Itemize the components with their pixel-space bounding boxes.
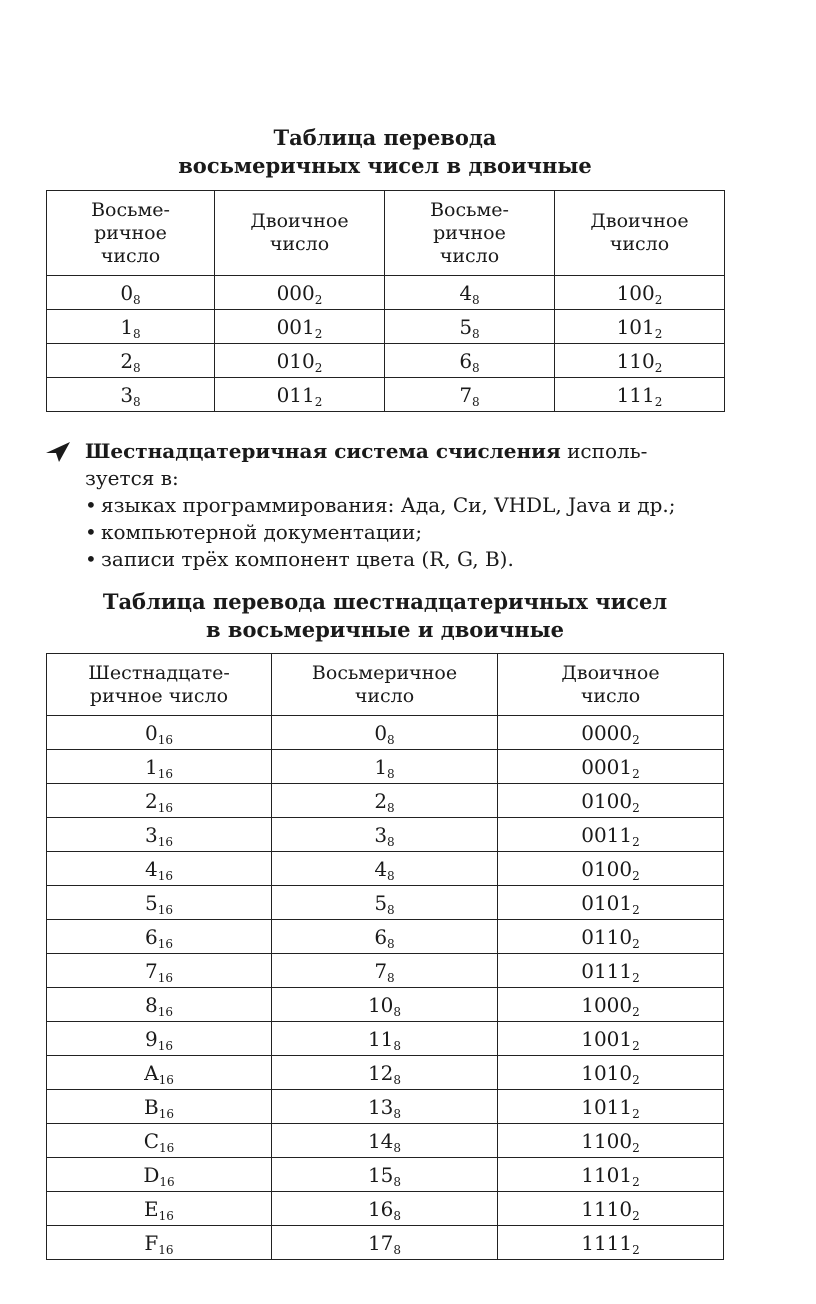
table-cell <box>555 344 725 378</box>
table-row <box>47 1226 724 1260</box>
table-cell <box>272 954 498 988</box>
cell-base: 2 <box>632 1072 640 1087</box>
column-header-line: Двоичное <box>561 661 660 684</box>
table1-title-line2: восьмеричных чисел в двоичные <box>178 153 592 178</box>
pointer-arrow-icon <box>45 441 71 463</box>
table-cell <box>272 1192 498 1226</box>
table-cell <box>555 276 725 310</box>
column-header-line: число <box>580 684 641 707</box>
cell-base: 8 <box>393 1004 402 1019</box>
cell-base: 8 <box>133 326 141 341</box>
cell-base: 2 <box>654 326 663 341</box>
table-cell <box>215 276 385 310</box>
table-cell <box>47 1022 272 1056</box>
cell-value: C <box>143 1128 160 1153</box>
table-cell <box>47 310 215 344</box>
cell-base: 16 <box>157 868 173 883</box>
table-cell <box>498 1124 724 1158</box>
table-row <box>47 276 725 310</box>
cell-base: 2 <box>632 834 640 849</box>
cell-value: 011 <box>276 382 315 407</box>
column-header <box>215 191 385 276</box>
cell-base: 8 <box>472 360 480 375</box>
cell-value: 15 <box>367 1162 394 1187</box>
table-cell <box>215 344 385 378</box>
table-cell <box>47 378 215 412</box>
table-row <box>47 1022 724 1056</box>
table-cell <box>47 1192 272 1226</box>
cell-base: 8 <box>393 1208 402 1223</box>
cell-value: E <box>144 1196 159 1221</box>
column-header-line: число <box>609 233 670 255</box>
table-cell <box>47 1090 272 1124</box>
cell-value: 7 <box>459 382 473 407</box>
cell-value: D <box>143 1162 160 1187</box>
table1-title-line1: Таблица перевода <box>273 125 497 150</box>
table2-title <box>0 588 770 644</box>
cell-value: 2 <box>374 788 388 813</box>
cell-value: 10 <box>367 992 394 1017</box>
column-header-line: Двоичное <box>250 210 349 232</box>
table-cell <box>272 750 498 784</box>
section-line2: зуется в: <box>85 466 179 490</box>
table-cell <box>498 784 724 818</box>
cell-value: 001 <box>276 314 315 339</box>
cell-value: 1000 <box>581 992 633 1017</box>
cell-base: 8 <box>393 1072 402 1087</box>
cell-value: 0111 <box>581 958 633 983</box>
cell-value: 12 <box>367 1060 394 1085</box>
table-cell <box>385 344 555 378</box>
section-lead-rest: исполь- <box>560 439 648 463</box>
table-cell <box>47 784 272 818</box>
column-header-line: число <box>439 244 500 267</box>
table-row <box>47 954 724 988</box>
cell-value: 2 <box>144 788 158 813</box>
table1-title <box>0 124 770 180</box>
cell-base: 2 <box>654 394 663 409</box>
cell-base: 16 <box>157 1004 173 1019</box>
cell-base: 8 <box>387 766 395 781</box>
cell-base: 8 <box>387 800 395 815</box>
column-header <box>555 191 725 276</box>
cell-base: 16 <box>157 834 173 849</box>
cell-base: 16 <box>157 902 173 917</box>
cell-value: 4 <box>459 280 473 305</box>
table-cell <box>47 344 215 378</box>
table-row <box>47 1056 724 1090</box>
cell-value: 7 <box>144 958 158 983</box>
cell-value: 111 <box>616 382 655 407</box>
cell-base: 8 <box>393 1106 402 1121</box>
cell-base: 16 <box>158 1072 174 1087</box>
cell-base: 8 <box>393 1140 402 1155</box>
cell-value: 1011 <box>581 1094 633 1119</box>
cell-value: 9 <box>144 1026 158 1051</box>
cell-base: 2 <box>632 800 640 815</box>
cell-value: 0 <box>144 720 158 745</box>
table2-title-line1: Таблица перевода шестнадцатеричных чисел <box>102 589 668 614</box>
cell-value: 0110 <box>581 924 633 949</box>
cell-base: 8 <box>472 292 480 307</box>
cell-value: B <box>144 1094 159 1119</box>
cell-value: 16 <box>367 1196 394 1221</box>
table-header-row <box>47 654 724 716</box>
table-cell <box>498 1226 724 1260</box>
section-lead-bold: Шестнадцатеричная система счисления <box>85 439 561 463</box>
table-row <box>47 818 724 852</box>
table-cell <box>215 378 385 412</box>
cell-base: 8 <box>393 1038 402 1053</box>
table-cell <box>498 1056 724 1090</box>
table-cell <box>47 886 272 920</box>
table-cell <box>498 818 724 852</box>
table-cell <box>47 954 272 988</box>
table-cell <box>47 920 272 954</box>
bullet-item <box>45 492 745 519</box>
cell-value: 5 <box>459 314 473 339</box>
cell-base: 16 <box>157 800 173 815</box>
table-row <box>47 1192 724 1226</box>
table-cell <box>272 784 498 818</box>
cell-value: 6 <box>374 924 388 949</box>
column-header-line: ричное число <box>89 684 229 707</box>
table-cell <box>47 1158 272 1192</box>
cell-value: 101 <box>616 314 655 339</box>
cell-base: 8 <box>387 834 395 849</box>
cell-value: 1010 <box>581 1060 633 1085</box>
table-cell <box>498 886 724 920</box>
cell-base: 2 <box>632 1174 640 1189</box>
cell-base: 2 <box>632 902 640 917</box>
table-row <box>47 750 724 784</box>
cell-value: 0101 <box>581 890 633 915</box>
cell-base: 16 <box>157 936 173 951</box>
table-cell <box>215 310 385 344</box>
table2-title-line2: в восьмеричные и двоичные <box>205 617 565 642</box>
bullet-item <box>45 546 745 573</box>
column-header-line: число <box>269 233 330 255</box>
table-cell <box>498 1192 724 1226</box>
table-cell <box>272 716 498 750</box>
table-cell <box>272 818 498 852</box>
cell-value: 5 <box>374 890 388 915</box>
bullet-text: записи трёх компонент цвета (R, G, B). <box>101 547 514 571</box>
cell-value: 0011 <box>581 822 633 847</box>
table-cell <box>498 1022 724 1056</box>
table-row <box>47 344 725 378</box>
cell-base: 2 <box>632 1242 640 1257</box>
cell-base: 8 <box>133 394 141 409</box>
table-cell <box>272 886 498 920</box>
table-cell <box>272 1090 498 1124</box>
table-cell <box>47 1226 272 1260</box>
table-row <box>47 852 724 886</box>
table-cell <box>272 1124 498 1158</box>
cell-base: 2 <box>654 292 663 307</box>
table-row <box>47 988 724 1022</box>
cell-value: F <box>144 1230 159 1255</box>
column-header-line: Восьме- <box>430 198 509 221</box>
column-header <box>47 191 215 276</box>
cell-value: 1100 <box>581 1128 633 1153</box>
cell-base: 8 <box>393 1174 402 1189</box>
column-header-line: Двоичное <box>590 210 689 232</box>
bullet-text: компьютерной документации; <box>101 520 423 544</box>
cell-value: 1001 <box>581 1026 633 1051</box>
cell-base: 16 <box>157 1038 173 1053</box>
cell-value: A <box>144 1060 159 1085</box>
table-cell <box>47 276 215 310</box>
column-header-line: ричное <box>433 221 506 244</box>
cell-value: 1111 <box>581 1230 633 1255</box>
cell-value: 5 <box>144 890 158 915</box>
column-header <box>272 654 498 716</box>
table-row <box>47 920 724 954</box>
cell-base: 2 <box>314 360 323 375</box>
cell-value: 1 <box>144 754 158 779</box>
table-cell <box>272 920 498 954</box>
cell-base: 2 <box>632 1140 640 1155</box>
table-cell <box>498 1158 724 1192</box>
cell-base: 2 <box>632 766 640 781</box>
cell-base: 8 <box>472 394 480 409</box>
cell-value: 0001 <box>581 754 633 779</box>
cell-base: 16 <box>159 1174 175 1189</box>
table-cell <box>47 818 272 852</box>
cell-value: 8 <box>144 992 158 1017</box>
cell-base: 8 <box>387 732 395 747</box>
cell-base: 2 <box>632 868 640 883</box>
cell-value: 3 <box>120 382 134 407</box>
cell-value: 0 <box>374 720 388 745</box>
cell-value: 6 <box>144 924 158 949</box>
cell-base: 8 <box>387 868 395 883</box>
column-header-line: ричное <box>94 221 167 244</box>
cell-value: 11 <box>367 1026 394 1051</box>
table-cell <box>47 1056 272 1090</box>
column-header-line: Восьмеричное <box>311 661 458 684</box>
cell-base: 2 <box>632 1004 640 1019</box>
bullet-item <box>45 519 745 546</box>
table-cell <box>47 716 272 750</box>
cell-base: 2 <box>632 1106 640 1121</box>
table-cell <box>498 852 724 886</box>
cell-base: 2 <box>314 326 323 341</box>
cell-base: 16 <box>158 1106 174 1121</box>
cell-base: 2 <box>654 360 663 375</box>
cell-base: 2 <box>632 936 640 951</box>
cell-value: 1110 <box>581 1196 633 1221</box>
cell-value: 4 <box>144 856 158 881</box>
cell-value: 7 <box>374 958 388 983</box>
cell-base: 2 <box>632 1038 640 1053</box>
cell-value: 110 <box>616 348 655 373</box>
cell-value: 010 <box>276 348 315 373</box>
table-cell <box>272 852 498 886</box>
cell-base: 16 <box>159 1140 175 1155</box>
cell-value: 1101 <box>581 1162 633 1187</box>
cell-base: 8 <box>133 360 141 375</box>
table-row <box>47 1090 724 1124</box>
cell-base: 8 <box>387 902 395 917</box>
column-header-line: Восьме- <box>91 198 170 221</box>
cell-base: 8 <box>387 970 395 985</box>
cell-value: 17 <box>367 1230 394 1255</box>
cell-value: 0100 <box>581 856 633 881</box>
cell-value: 3 <box>374 822 388 847</box>
cell-base: 16 <box>158 1208 174 1223</box>
cell-base: 16 <box>157 732 173 747</box>
hex-system-section <box>45 438 745 573</box>
table-row <box>47 784 724 818</box>
hex-octal-binary-table <box>46 653 724 1260</box>
table-cell <box>555 310 725 344</box>
table-cell <box>498 920 724 954</box>
octal-binary-table <box>46 190 725 412</box>
table-cell <box>498 1090 724 1124</box>
table-cell <box>385 276 555 310</box>
table-cell <box>47 750 272 784</box>
table-cell <box>272 1226 498 1260</box>
cell-value: 6 <box>459 348 473 373</box>
table-row <box>47 378 725 412</box>
table-cell <box>498 988 724 1022</box>
cell-value: 3 <box>144 822 158 847</box>
cell-value: 000 <box>276 280 315 305</box>
table-cell <box>47 988 272 1022</box>
cell-value: 0 <box>120 280 134 305</box>
table-row <box>47 886 724 920</box>
table-row <box>47 1124 724 1158</box>
cell-base: 8 <box>387 936 395 951</box>
table-header-row <box>47 191 725 276</box>
cell-base: 8 <box>133 292 141 307</box>
cell-base: 2 <box>314 292 323 307</box>
table-cell <box>555 378 725 412</box>
cell-value: 4 <box>374 856 388 881</box>
table-cell <box>272 1022 498 1056</box>
column-header <box>385 191 555 276</box>
section-lead <box>45 438 745 465</box>
cell-base: 2 <box>314 394 323 409</box>
table-row <box>47 716 724 750</box>
column-header <box>498 654 724 716</box>
table-cell <box>385 378 555 412</box>
column-header-line: число <box>354 684 415 707</box>
cell-base: 8 <box>472 326 480 341</box>
table-cell <box>272 1158 498 1192</box>
table-cell <box>498 954 724 988</box>
cell-base: 2 <box>632 1208 640 1223</box>
table-row <box>47 310 725 344</box>
cell-value: 13 <box>367 1094 394 1119</box>
table-cell <box>272 988 498 1022</box>
table-cell <box>47 852 272 886</box>
table-cell <box>272 1056 498 1090</box>
cell-base: 16 <box>157 970 173 985</box>
cell-value: 14 <box>367 1128 394 1153</box>
table-row <box>47 1158 724 1192</box>
bullet-text: языках программирования: Ада, Си, VHDL, Java и др.; <box>101 493 676 517</box>
cell-base: 2 <box>632 732 640 747</box>
table-cell <box>385 310 555 344</box>
column-header-line: Шестнадцате- <box>88 661 230 684</box>
cell-base: 2 <box>632 970 640 985</box>
cell-base: 16 <box>158 1242 174 1257</box>
cell-value: 100 <box>616 280 655 305</box>
cell-value: 0000 <box>581 720 633 745</box>
cell-base: 16 <box>157 766 173 781</box>
column-header <box>47 654 272 716</box>
cell-base: 8 <box>393 1242 402 1257</box>
table-cell <box>498 716 724 750</box>
column-header-line: число <box>100 244 161 267</box>
table-cell <box>498 750 724 784</box>
cell-value: 1 <box>374 754 388 779</box>
cell-value: 1 <box>120 314 134 339</box>
cell-value: 2 <box>120 348 134 373</box>
cell-value: 0100 <box>581 788 633 813</box>
table-cell <box>47 1124 272 1158</box>
